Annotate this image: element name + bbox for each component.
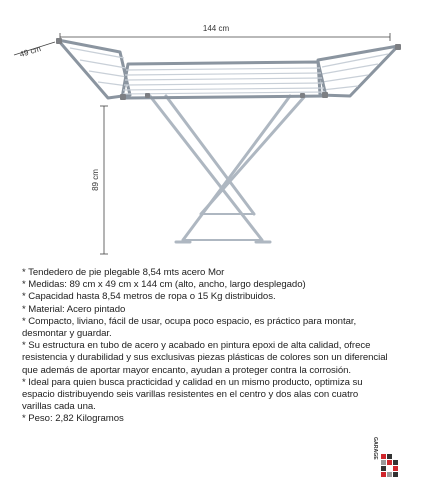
product-description (22, 267, 422, 426)
description-line: que además de aportar mayor encanto, ayudan a proteger contra la corrosión. (22, 364, 352, 376)
garage-logo-text: GARAGE (372, 437, 378, 460)
width-dimension-label: 144 cm (202, 24, 230, 33)
rack-center (122, 62, 326, 98)
description-line: * Material: Acero pintado (22, 303, 126, 315)
description-line: desmontar y guardar. (22, 328, 112, 340)
logo-square (381, 454, 386, 459)
description-line: * Medidas: 89 cm x 49 cm x 144 cm (alto, ancho, largo desplegado) (22, 279, 306, 291)
rack-right-wing (318, 46, 398, 96)
logo-square (387, 454, 392, 459)
description-line: * Su estructura en tubo de acero y acabado en pintura epoxi de alta calidad, ofrece (22, 340, 371, 352)
description-line: * Peso: 2,82 Kilogramos (22, 413, 124, 425)
logo-square (381, 466, 386, 471)
logo-square (393, 460, 398, 465)
garage-logo-squares (381, 454, 398, 477)
width-dimension (60, 24, 390, 41)
drying-rack (56, 38, 401, 242)
description-line: resistencia y durabilidad y sus exclusivas piezas plásticas de colores son un diferencial (22, 352, 388, 364)
depth-dimension (14, 42, 55, 59)
logo-square (393, 466, 398, 471)
logo-square (387, 472, 392, 477)
description-line: * Ideal para quien busca practicidad y calidad en un mismo producto, optimiza su (22, 376, 363, 388)
logo-square (393, 472, 398, 477)
description-line: * Capacidad hasta 8,54 metros de ropa o 15 Kg distribuidos. (22, 291, 276, 303)
rack-left-wing (58, 40, 130, 98)
description-line: * Compacto, liviano, fácil de usar, ocupa poco espacio, es práctico para montar, (22, 315, 357, 327)
logo-square (387, 460, 392, 465)
description-line: varillas cada una. (22, 401, 96, 413)
description-line: espacio distribuyendo seis varillas resistentes en el centro y dos alas con cuatro (22, 389, 359, 401)
logo-square (381, 460, 386, 465)
height-dimension (91, 106, 108, 254)
height-dimension-label: 89 cm (91, 169, 100, 191)
description-line: * Tendedero de pie plegable 8,54 mts acero Mor (22, 267, 225, 278)
depth-dimension-label: 49 cm (18, 44, 43, 60)
logo-square (381, 472, 386, 477)
garage-brand-logo (371, 434, 401, 480)
rack-legs (150, 96, 305, 242)
